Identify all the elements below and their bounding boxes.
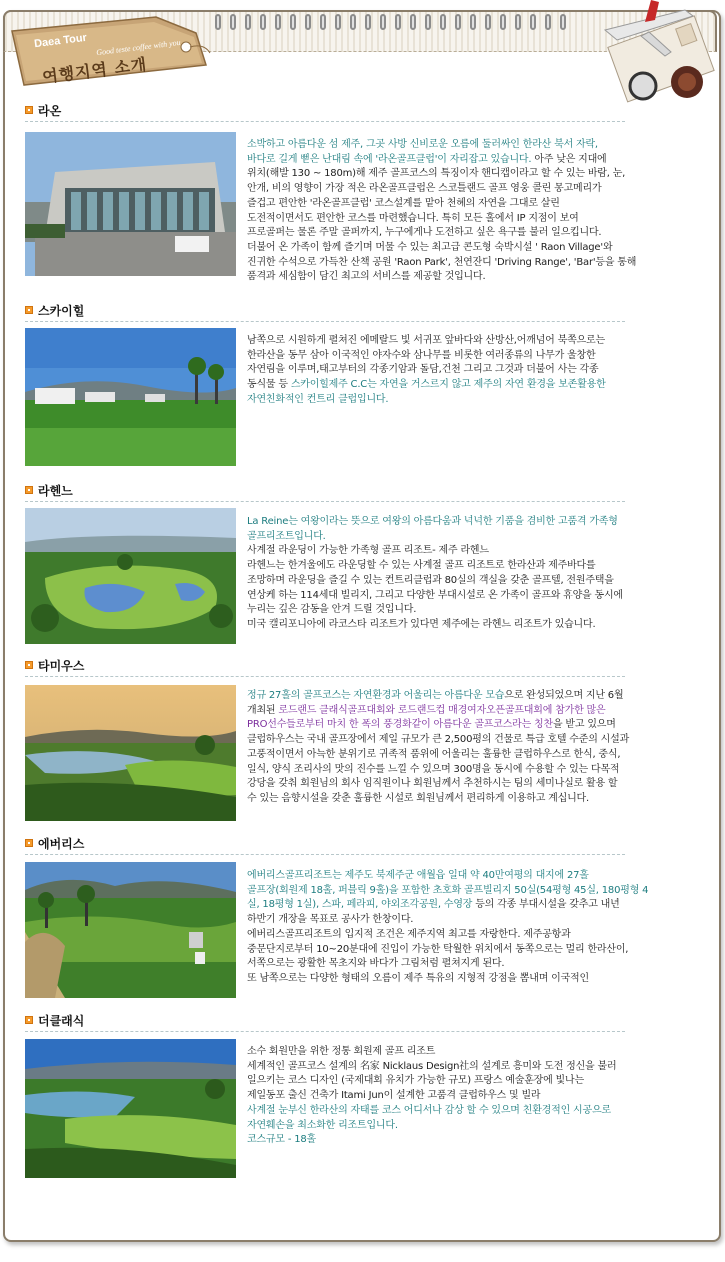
text-line: 사계절 라운딩이 가능한 가족형 골프 리조트- 제주 라헨느 (247, 545, 489, 557)
photo-everis (25, 862, 236, 998)
text-line: 프로골퍼는 물론 주말 골퍼까지, 누구에게나 도전하고 싶은 욕구를 불러 일으킵니다. (247, 227, 602, 239)
text-line: 중문단지로부터 10~20분대에 진입이 가능한 탁월한 위치에서 동쪽으로는 멀리 한라산이, (247, 943, 629, 955)
text-line: 조망하며 라운딩을 즐길 수 있는 컨트리클럽과 80실의 객실을 갖춘 골프텔, 전원주택을 (247, 574, 614, 586)
text-line: 골프장(회원제 18홀, 퍼블릭 9홀)을 포함한 초호화 골프빌리지 50실(54평형 45실, 180평형 4 (247, 884, 649, 896)
section-title: 라헨느 (38, 483, 73, 498)
text-line: 골프리조트입니다. (247, 530, 326, 542)
section-text (247, 138, 707, 285)
section-title: 에버리스 (38, 836, 85, 851)
text-line: 세계적인 골프코스 설계의 名家 Nicklaus Design社의 설계로 흥미와 도전 정신을 불러 (247, 1060, 617, 1072)
text-line: 소박하고 아름다운 섬 제주, 그곳 사방 신비로운 오름에 둘러싸인 한라산 북서 자락, (247, 139, 598, 150)
travel-decoration-icon (585, 0, 725, 112)
section-text (247, 334, 707, 408)
text-line: 자연훼손을 최소화한 리조트입니다. (247, 1119, 398, 1131)
divider (25, 676, 625, 677)
bullet-icon (25, 106, 33, 114)
divider (25, 121, 625, 122)
text-line: 라헨느는 한겨울에도 라운딩할 수 있는 사계절 골프 리조트로 한라산과 제주바다를 (247, 560, 596, 572)
text-line: 일으키는 코스 디자인 (국제대회 유치가 가능한 규모) 프랑스 예술훈장에 빛나는 (247, 1075, 584, 1087)
text-line: 한라산을 동무 삼아 이국적인 야자수와 삼나무를 비롯한 여러종류의 나무가 울창한 (247, 349, 596, 361)
section-header (25, 102, 61, 118)
text-line: 미국 캘리포니아에 라코스타 리조트가 있다면 제주에는 라헨느 리조트가 있습니다. (247, 618, 596, 630)
divider (25, 501, 625, 502)
header-tag (6, 13, 212, 89)
text-line: 누리는 깊은 감동을 안겨 드릴 것입니다. (247, 604, 417, 616)
text-line: 정규 27홀의 골프코스는 자연환경과 어울리는 아름다운 모습으로 완성되었으며 지난 6월 (247, 690, 624, 701)
section-title: 라온 (38, 103, 62, 118)
text-line: 강당을 갖춰 회원님의 회사 임직원이나 회원님께서 추천하시는 팀의 세미나실로 활용 할 (247, 778, 618, 790)
section-header (25, 302, 84, 318)
section-header (25, 482, 73, 498)
text-line: 남쪽으로 시원하게 펼쳐진 에메랄드 빛 서귀포 앞바다와 산방산,어깨넘어 북쪽으로는 (247, 335, 605, 346)
section-header (25, 835, 84, 851)
text-line: 품격과 세심함이 담긴 최고의 서비스를 제공할 것입니다. (247, 271, 486, 283)
bullet-icon (25, 486, 33, 494)
divider (25, 1031, 625, 1032)
brand-slogan: Good teste coffee with you (95, 37, 182, 58)
text-line: 바다로 길게 뻗은 난대림 속에 '라온골프클럽'이 자리잡고 있습니다. 아주 낮은 지대에 (247, 153, 607, 165)
binder-rings (215, 14, 595, 32)
text-line: 사계절 눈부신 한라산의 자태를 코스 어디서나 감상 할 수 있으며 친환경적인 시공으로 (247, 1104, 611, 1116)
text-line: 코스규모 - 18홀 (247, 1134, 316, 1146)
divider (25, 321, 625, 322)
text-line: 동식물 등 스카이힐제주 C.C는 자연을 거스르지 않고 제주의 자연 환경을 보존활용한 (247, 379, 606, 391)
photo-skyhill (25, 328, 236, 466)
text-line: 실, 18평형 1실), 스파, 페라피, 야외조각공원, 수영장 등의 각종 부대시설을 갖추고 내년 (247, 899, 620, 911)
bullet-icon (25, 1016, 33, 1024)
text-line: 자연림을 이루며,태고부터의 각종기암과 돌담,건천 그리고 그것과 더불어 사는 각종 (247, 364, 599, 376)
section-text (247, 1045, 707, 1148)
text-line: 에버리스골프리조트의 입지적 조건은 제주지역 최고를 자랑한다. 제주공항과 (247, 928, 571, 940)
photo-raon (25, 132, 236, 276)
bullet-icon (25, 306, 33, 314)
page-title: 여행지역 소개 (41, 54, 149, 87)
text-line: 연상케 하는 114세대 빌리지, 그리고 다양한 부대시설로 온 가족이 골프와 휴양을 동시에 (247, 589, 623, 601)
text-line: 즐겁고 편안한 '라온골프클럽' 코스설계를 맡아 천혜의 자연을 그대로 살린 (247, 197, 560, 209)
bullet-icon (25, 839, 33, 847)
text-line: 에버리스골프리조트는 제주도 북제주군 애월읍 일대 약 40만여평의 대지에 27홀 (247, 870, 589, 881)
section-title: 더클래식 (38, 1013, 85, 1028)
text-line: 소수 회원만을 위한 정통 회원제 골프 리조트 (247, 1046, 436, 1057)
text-line: 자연친화적인 컨트리 클럽입니다. (247, 393, 389, 405)
text-line: 일식, 양식 조리사의 맛의 진수를 느낄 수 있으며 300명을 동시에 수용할 수 있는 다목적 (247, 763, 620, 775)
text-line: 제일동포 출신 건축가 Itami Jun이 설계한 고품격 클럽하우스 및 빌라 (247, 1090, 541, 1102)
bullet-icon (25, 661, 33, 669)
text-line: 위치(해발 130 ~ 180m)해 제주 골프코스의 특징이자 핸디캡이라고 할 수 있는 바람, 눈, (247, 168, 626, 180)
section-text (247, 515, 707, 633)
text-line: 수 있는 음향시설을 갖춘 훌륭한 시설로 회원님께서 편리하게 이용하고 계십니다. (247, 792, 589, 804)
text-line: La Reine는 여왕이라는 뜻으로 여왕의 아름다움과 넉넉한 기품을 겸비한 고품격 가족형 (247, 516, 618, 527)
text-line: PRO선수들로부터 마치 한 폭의 풍경화같이 아름다운 골프코스라는 칭찬을 받고 있으며 (247, 719, 616, 731)
text-line: 개최된 로드랜드 클래식골프대회와 로드랜드컵 매경여자오픈골프대회에 참가한 많은 (247, 704, 606, 716)
text-line: 안개, 비의 영향이 가장 적은 라온골프클럽은 스코틀랜드 골프 영웅 콜린 몽고메리가 (247, 183, 602, 195)
divider (25, 854, 625, 855)
section-header (25, 657, 84, 673)
photo-theclassic (25, 1039, 236, 1178)
photo-lareine (25, 508, 236, 644)
section-title: 스카이힐 (38, 303, 85, 318)
text-line: 또 남쪽으로는 다양한 형태의 오름이 제주 특유의 지형적 강점을 뽐내며 이국적인 (247, 972, 589, 984)
section-header (25, 1012, 84, 1028)
text-line: 하반기 개장을 목표로 공사가 한창이다. (247, 914, 414, 926)
text-line: 더불어 온 가족이 함께 즐기며 머물 수 있는 최고급 콘도형 숙박시설 ' Raon Village'와 (247, 241, 613, 253)
brand-name: Daea Tour (33, 31, 88, 51)
section-title: 타미우스 (38, 658, 85, 673)
text-line: 서쪽으로는 광활한 목초지와 바다가 그림처럼 펼쳐지게 된다. (247, 958, 505, 970)
text-line: 고풍적이면서 아늑한 분위기로 귀족적 품위에 어울리는 훌륭한 클럽하우스로 한식, 중식, (247, 748, 621, 760)
text-line: 진귀한 수석으로 가득찬 산책 공원 'Raon Park', 천연잔디 'Driving Range', 'Bar'등을 통해 (247, 256, 637, 268)
section-text (247, 869, 707, 987)
text-line: 도전적이면서도 편안한 코스를 마련했습니다. 특히 모든 홀에서 IP 지점이 보여 (247, 212, 579, 224)
text-line: 클럽하우스는 국내 골프장에서 제일 규모가 큰 2,500평의 건물로 특급 호텔 수준의 시설과 (247, 734, 630, 746)
photo-tamius (25, 685, 236, 821)
section-text (247, 689, 707, 807)
